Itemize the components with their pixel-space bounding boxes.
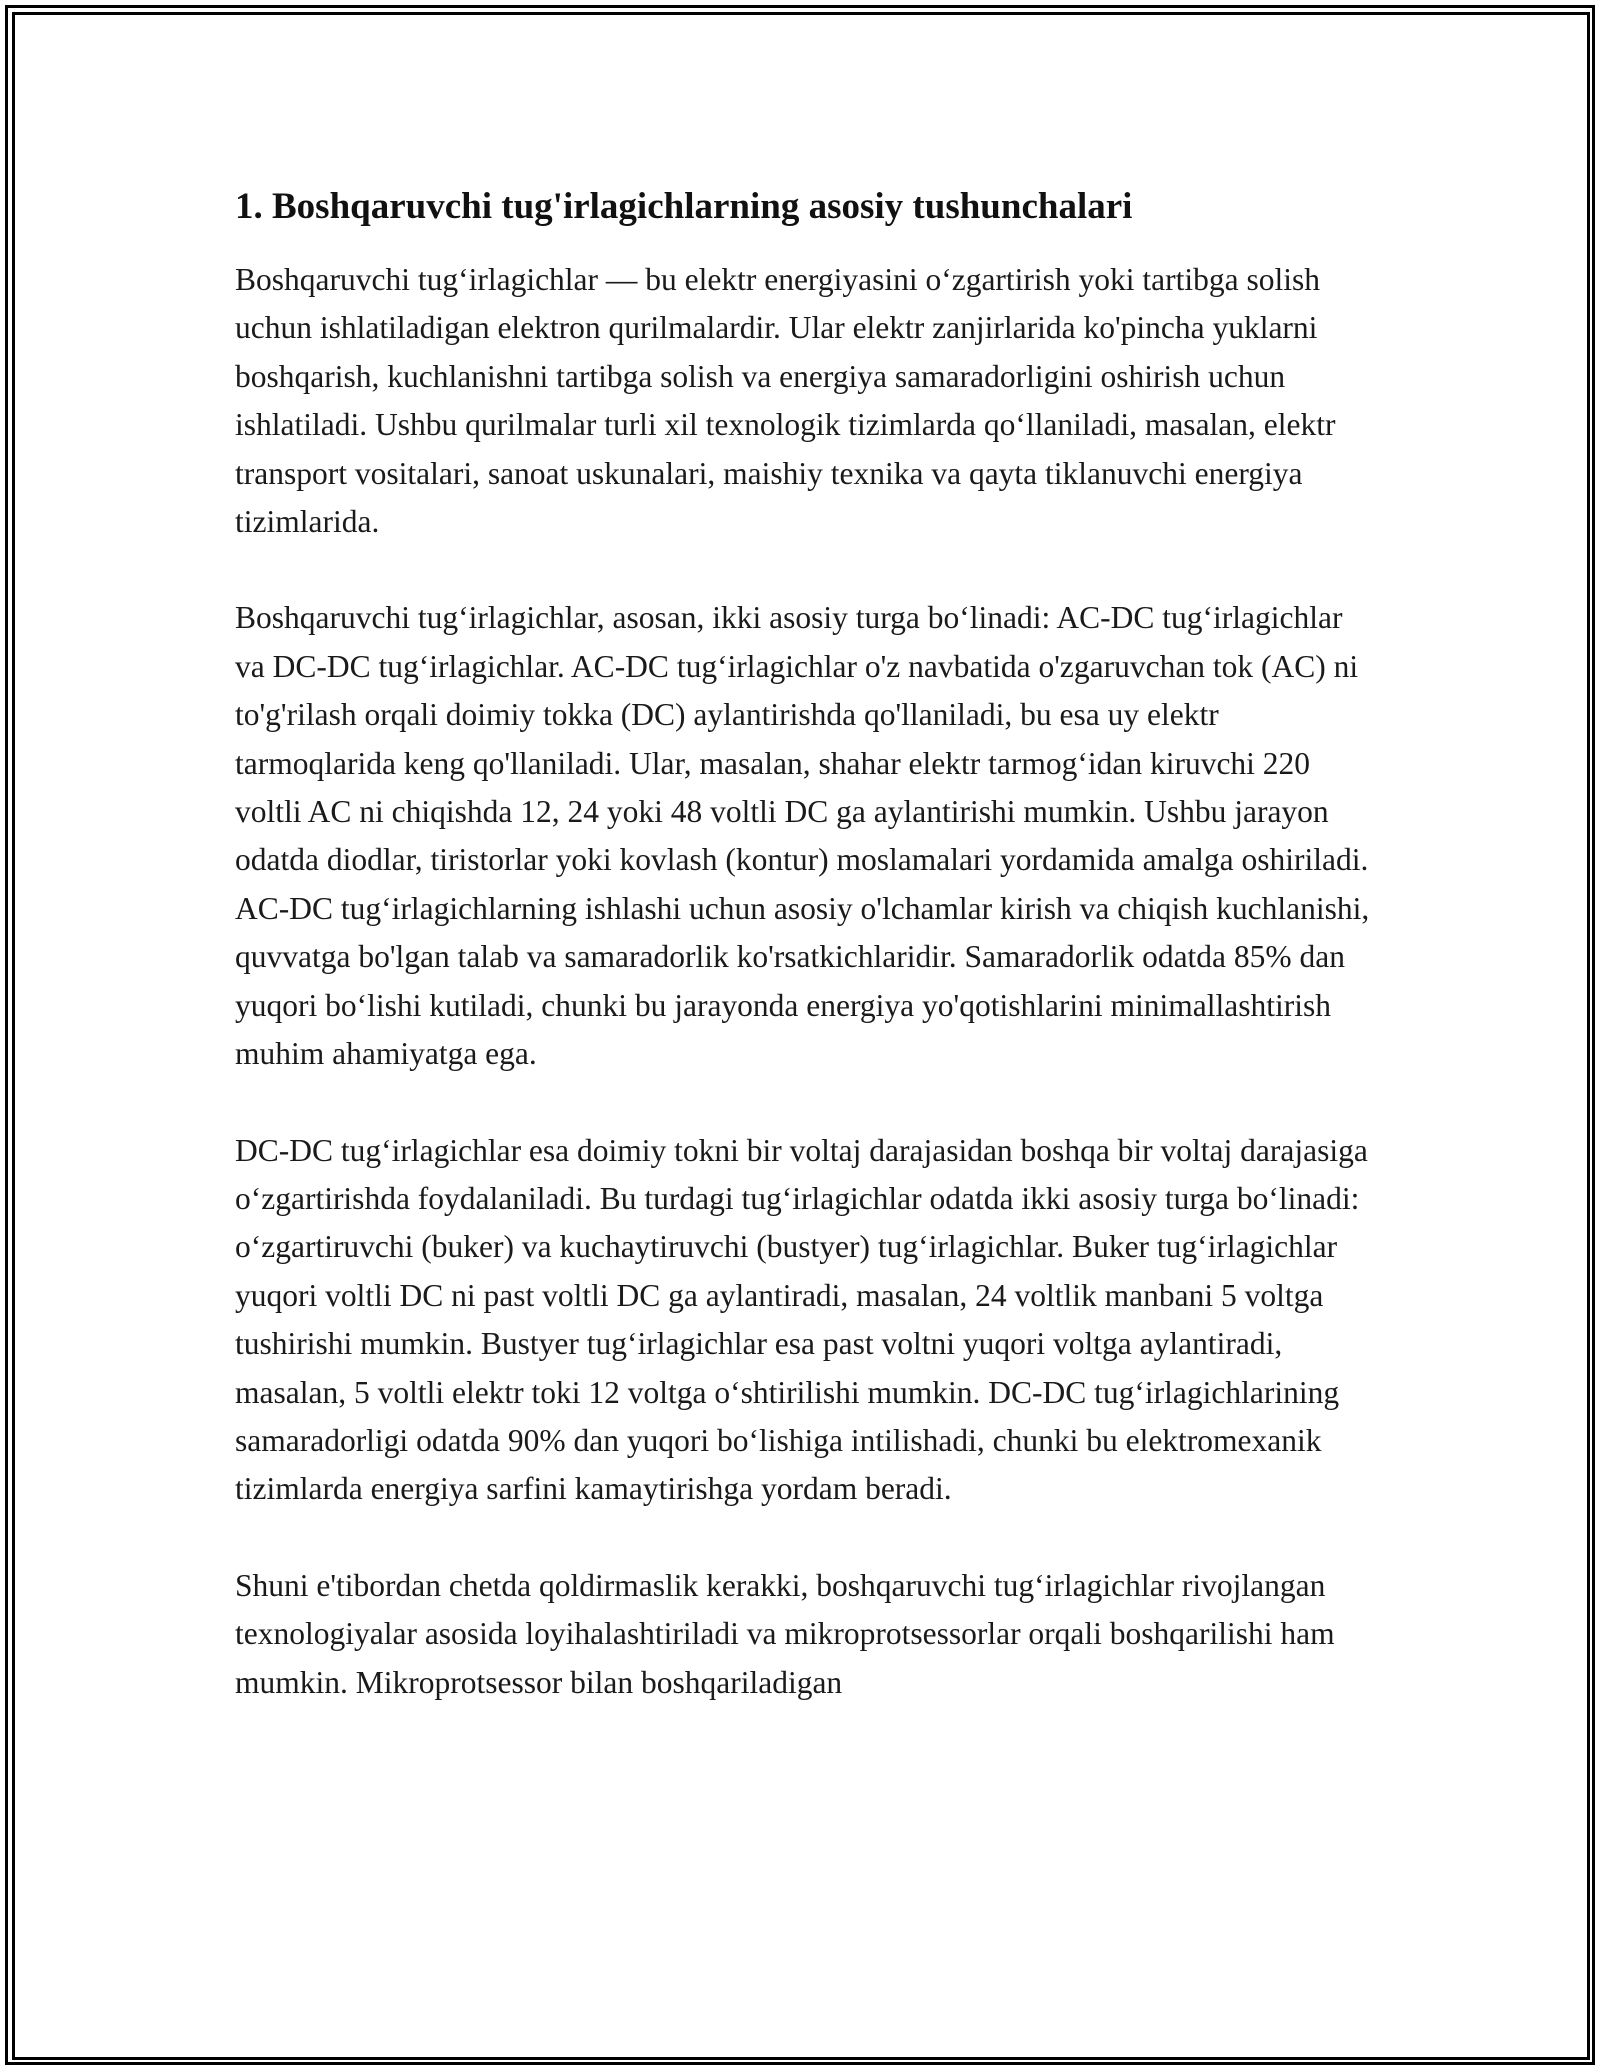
document-body <box>235 184 1375 1755</box>
paragraph-4: Shuni e'tibordan chetda qoldirmaslik kerakki, boshqaruvchi tug‘irlagichlar rivojlangan texnologiyalar asosida loyihalashtiriladi va mikroprotsessorlar orqali boshqarilishi ham mumkin. Mikroprotsessor bilan boshqariladigan <box>235 1567 1335 1700</box>
section-heading: 1. Boshqaruvchi tug'irlagichlarning asosiy tushunchalari <box>235 186 1133 227</box>
paragraph-3: DC-DC tug‘irlagichlar esa doimiy tokni bir voltaj darajasidan boshqa bir voltaj darajasiga o‘zgartirishda foydalaniladi. Bu turdagi tug‘irlagichlar odatda ikki asosiy turga bo‘linadi: o‘zgartiruvchi (buker) va kuchaytiruvchi (bustyer) tug‘irlagichlar. Buker tug‘irlagichlar yuqori voltli DC ni past voltli DC ga aylantiradi, masalan, 24 voltlik manbani 5 voltga tushirishi mumkin. Bustyer tug‘irlagichlar esa past voltni yuqori voltga aylantiradi, masalan, 5 voltli elektr toki 12 voltga o‘shtirilishi mumkin. DC-DC tug‘irlagichlarining samaradorligi odatda 90% dan yuqori bo‘lishiga intilishadi, chunki bu elektromexanik tizimlarda energiya sarfini kamaytirishga yordam beradi. <box>235 1132 1368 1507</box>
paragraph-1: Boshqaruvchi tug‘irlagichlar — bu elektr energiyasini o‘zgartirish yoki tartibga solish uchun ishlatiladigan elektron qurilmalardir. Ular elektr zanjirlarida ko'pincha yuklarni boshqarish, kuchlanishni tartibga solish va energiya samaradorligini oshirish uchun ishlatiladi. Ushbu qurilmalar turli xil texnologik tizimlarda qo‘llaniladi, masalan, elektr transport vositalari, sanoat uskunalari, maishiy texnika va qayta tiklanuvchi energiya tizimlarida. <box>235 262 1336 540</box>
paragraph-2: Boshqaruvchi tug‘irlagichlar, asosan, ikki asosiy turga bo‘linadi: AC-DC tug‘irlagichlar va DC-DC tug‘irlagichlar. AC-DC tug‘irlagichlar o'z navbatida o'zgaruvchan tok (AC) ni to'g'rilash orqali doimiy tokka (DC) aylantirishda qo'llaniladi, bu esa uy elektr tarmoqlarida keng qo'llaniladi. Ular, masalan, shahar elektr tarmog‘idan kiruvchi 220 voltli AC ni chiqishda 12, 24 yoki 48 voltli DC ga aylantirishi mumkin. Ushbu jarayon odatda diodlar, tiristorlar yoki kovlash (kontur) moslamalari yordamida amalga oshiriladi. AC-DC tug‘irlagichlarning ishlashi uchun asosiy o'lchamlar kirish va chiqish kuchlanishi, quvvatga bo'lgan talab va samaradorlik ko'rsatkichlaridir. Samaradorlik odatda 85% dan yuqori bo‘lishi kutiladi, chunki bu jarayonda energiya yo'qotishlarini minimallashtirish muhim ahamiyatga ega. <box>235 600 1370 1072</box>
